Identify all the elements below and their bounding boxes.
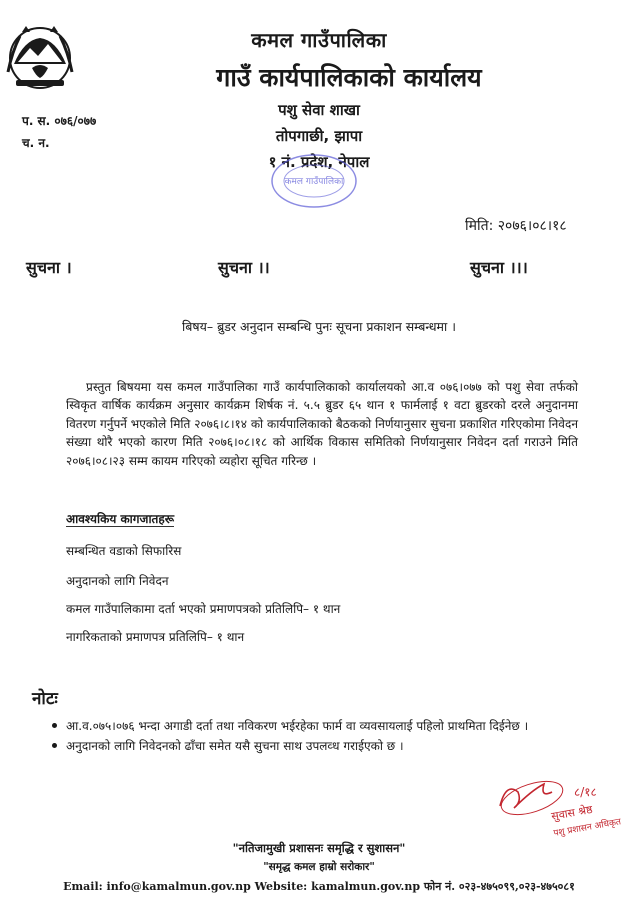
document-item: सम्बन्धित वडाको सिफारिस (66, 544, 182, 558)
dispatch-number: च. न. (22, 136, 50, 150)
notice-heading-1: सुचना । (26, 258, 72, 277)
signature-name: सुवास श्रेष्ठ (550, 802, 594, 823)
signature-icon (492, 762, 638, 842)
signature-date: ८/१८ (574, 785, 597, 799)
office-stamp-icon (268, 150, 360, 212)
document-item: कमल गाउँपालिकामा दर्ता भएको प्रमाणपत्रको प्रतिलिपि– १ थान (66, 602, 341, 616)
notice-heading-2: सुचना ।। (218, 258, 270, 277)
letter-date: मिति: २०७६।०८।१८ (465, 218, 567, 234)
slogan-primary: "नतिजामुखी प्रशासनः समृद्धि र सुशासन" (232, 841, 406, 855)
office-name: गाउँ कार्यपालिकाको कार्यालय (216, 63, 482, 92)
note-item: आ.व.०७५।०७६ भन्दा अगाडी दर्ता तथा नविकरण भईरहेका फार्म वा व्यवसायलाई पहिलो प्राथमिता दिईनेछ । (66, 716, 586, 736)
note-item: अनुदानको लागि निवेदनको ढाँचा समेत यसै सुचना साथ उपलव्ध गराईएको छ । (66, 736, 586, 756)
required-documents-title: आवश्यकिय कागजातहरू (66, 512, 175, 526)
note-title: नोटः (32, 689, 58, 709)
province-line: १ नं. प्रदेश, नेपाल (268, 153, 370, 171)
letter-ref-number: प. स. ०७६/०७७ (22, 114, 97, 128)
subject-line: बिषय– ब्रुडर अनुदान सम्बन्धि पुनः सूचना प्रकाशन सम्बन्धमा । (182, 319, 456, 334)
stamp-text: कमल गाउँपालिका (284, 177, 344, 187)
office-address: तोपगाछी, झापा (275, 127, 363, 145)
slogan-secondary: "समृद्ध कमल हाम्रो सरोकार" (263, 861, 375, 873)
body-paragraph: प्रस्तुत बिषयमा यस कमल गाउँपालिका गाउँ कार्यपालिकाको कार्यालयको आ.व ०७६।०७७ को पशु सेवा तर्फको स्विकृत वार्षिक कार्यक्रम अनुसार कार्यक्रम शिर्षक नं. ५.५ ब्रुडर ६५ थान १ फार्मलाई १ वटा ब्रुडरको दरले अनुदानमा वितरण गर्नुपर्ने भएकोले मिति २०७६।८।१४ को कार्यपालिकाको बैठकको निर्णयानुसार सुचना प्रकाशित गरिएकोमा निवेदन संख्या थोरै भएको कारण मिति २०७६।०८।१८ को आर्थिक विकास समितिको निर्णयानुसार निवेदन दर्ता गराउने मिति २०७६।०८।२३ सम्म कायम गरिएको व्यहोरा सूचित गरिन्छ । (66, 380, 578, 468)
signature-title: पशु प्रशासन अधिकृत (552, 817, 622, 839)
note-list (66, 716, 586, 756)
section-name: पशु सेवा शाखा (278, 101, 360, 119)
municipality-name: कमल गाउँपालिका (251, 28, 387, 52)
document-item: नागरिकताको प्रमाणपत्र प्रतिलिपि– १ थान (66, 630, 245, 644)
document-item: अनुदानको लागि निवेदन (66, 574, 169, 588)
notice-heading-3: सुचना ।।। (470, 258, 528, 277)
footer-contact: Email: info@kamalmun.gov.np Website: kamalmun.gov.np फोन नं. ०२३-४७५०९९,०२३-४७५०८१ (63, 880, 575, 893)
